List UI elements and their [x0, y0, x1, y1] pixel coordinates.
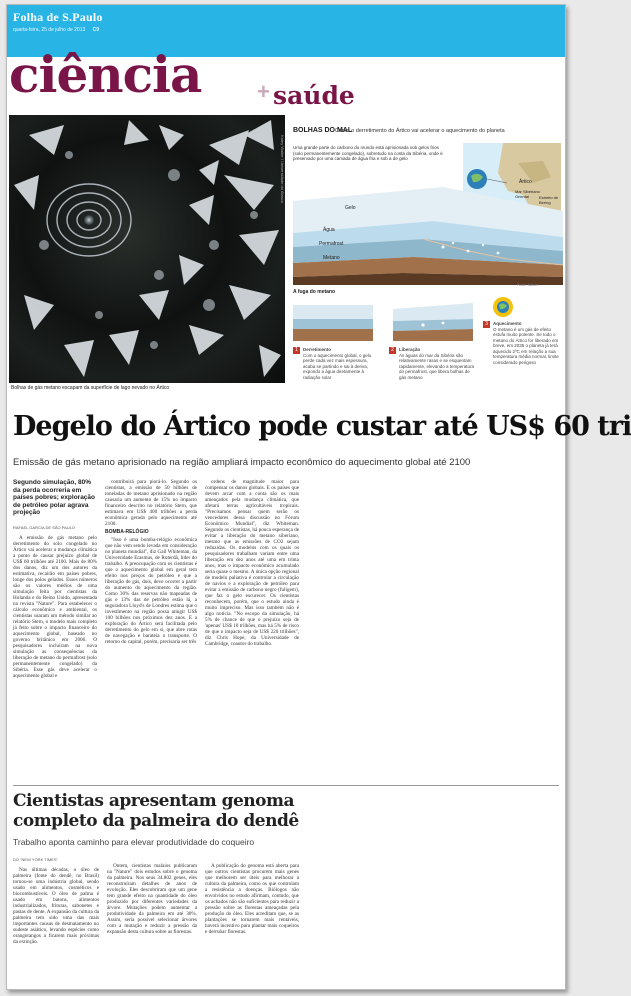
masthead: Folha de S.Paulo [13, 10, 103, 24]
article-column-1 [13, 535, 97, 781]
step-2-text [399, 347, 475, 380]
main-headline: Degelo do Ártico pode custar até US$ 60 tri [13, 411, 631, 442]
second-byline: DO "NEW YORK TIMES" [13, 857, 58, 862]
second-column-2-text: Ontem, cientistas malaios publicaram na "Nature" dois estudos sobre o genoma da palmeira. Nos seus 34.802 genes, eles reconstruíram detalhes de anos de evolução. Eles descobriram que um gene tem grande efeito na quantidade do óleo produzido por diferentes variedades da árvore. Mutações podem aumentar a produtividade da palmeira em até 30%. Assim, seria possível selecionar árvores com a mutação e reduzir a pressão da expansão desta cultura sobre as florestas. [107, 863, 197, 935]
infographic-source: Fonte: Nature [517, 283, 539, 287]
second-column-2 [107, 863, 197, 985]
step-2-number: 2 [389, 347, 396, 354]
label-artico: Ártico [519, 179, 532, 185]
stage-1-diagram [293, 305, 373, 341]
step-1-number: 1 [293, 347, 300, 354]
second-column-1-text: Nas últimas décadas, o óleo de palmeira (fonte do dendê, no Brasil) tornou-se uma indústria global, sendo usado em alimentos, cosméticos e biocombustíveis. O óleo de palma é usado em batons, alimentos industrializados, frituras, sabonetes e pastas de dente. A expansão da cultura da palmeira tem sido uma das mais importantes causas de desmatamento no sudeste asiático, levando espécies como orangotangos a ficarem mais próximas da extinção. [13, 867, 99, 945]
section-subtitle: saúde [273, 81, 355, 110]
page-code: C9 [92, 27, 100, 33]
main-deck: Emissão de gás metano aprisionado na região ampliará impacto econômico do aquecimento global até 2100 [13, 457, 471, 468]
label-fuga: A fuga do metano [293, 289, 336, 295]
article-column-1-text: A emissão de gás metano pelo derretimento do solo congelado no Ártico vai acelerar a mudança climática a ponto de causar prejuízo global de US$ 60 trilhões até 2100. Mais de 80% dos danos, diz um dos autores da estimativa, recairão em países pobres, longe dos polos gelados. Esses números são os valores médios de uma simulação feita por cientistas da Holanda e do Reino Unido, apresentada na revista "Nature". Para estabelecer o cálculo econômico e ambiental, os cientistas usaram um método similar ao relatório Stern, o modelo mais completo já feito sobre o impacto financeiro do aquecimento global, baseado no governo britânico em 2006. O pesquisadores incluíram na nova simulação as consequências da liberação de metano do permafrost (solo permanentemente congelado) da Sibéria. Esse gás deve acelerar o aquecimento global e [13, 535, 97, 679]
infographic-intro: Uma grande parte do carbono do mundo está aprisionada sob gelos frios (solo permanentemente congelado), sobretudo na costa da Sibéria, onde é preservado por uma camada de água fria e sob a de gelo [293, 145, 443, 161]
section-divider [13, 785, 559, 786]
methane-bubbles-photo [9, 115, 285, 383]
step-1-title: Derretimento [303, 347, 332, 352]
section-plus: + [257, 79, 270, 104]
article-column-3 [205, 479, 299, 781]
newspaper-page [6, 4, 631, 990]
seabed-cross-section [293, 181, 563, 285]
article-column-2b-text: "Isso é uma bomba-relógio econômica que não vem sendo levada em consideração no planeta mundial", diz Gail Whiteman, da Universidade Erasmus, de Roterdã, líder do trabalho. A preocupação com os cientistas é que o aquecimento global em geral tem efeito nos preços do petróleo e que a liberação de gás, dois, deve ocorrer a partir do aumento do aquecimento da região. Como 30% das reservas não mapeadas de gás e 13% das de petróleo estão lá, a seguradora Lloyd's de Londres estima que o investimento na região possa atingir US$ 100 bilhões nos próximos dez anos. E a exploração do Ártico será facilitada pelo derretimento do gelo em si, que abre rotas de navegação e barateia o transporte. O retorno do capital, porém, precisaria ser três [105, 537, 197, 645]
step-1-body: Com o aquecimento global, o gelo perde cada vez mais espessura, acaba se partindo e sai à deriva, expondo a água diretamente à radiação solar [303, 352, 372, 380]
photo-illustration [9, 115, 285, 383]
photo-caption: Bolhas de gás metano escapam da superfície de lago nevado no Ártico [11, 385, 170, 391]
step-3-number: 3 [483, 321, 490, 328]
label-plataforma: Mar Siberiano Oriental [515, 189, 540, 199]
article-subhead: BOMBA-RELÓGIO [105, 529, 149, 535]
second-column-3 [205, 863, 299, 985]
label-agua: Água [323, 227, 335, 233]
label-estreito: Estreito de Bering [539, 195, 559, 205]
stage-2-diagram [393, 303, 473, 341]
step-1-text [303, 347, 375, 380]
label-permafrost: Permafrost [319, 241, 344, 247]
article-highlight: Segundo simulação, 80% da perda ocorreria em países pobres; exploração de petróleo polar agrava projeção [13, 479, 96, 516]
article-column-2-text: contribuirá para piorá-lo. Segundo os cientistas, a emissão de 50 bilhões de toneladas de metano aprisionado na região causaria um aumento de 15% no impacto financeiro descrito no relatório Stern, que estimava em US$ 400 trilhões a perda econômica gerada pelo aquecimento até 2100. [105, 479, 197, 527]
step-3-body: O metano é um gás de efeito estufa muito potente. Se todo o metano do Ártico for liberado em breve, em 2035 o planeta já terá aquecido 2ºC em relação a sua temperatura média normal, limite considerado perigoso [493, 326, 559, 365]
step-3-title: Aquecimento [493, 321, 522, 326]
article-column-2 [105, 479, 197, 781]
second-deck: Trabalho aponta caminho para elevar produtividade do coqueiro [13, 837, 255, 847]
step-2-title: Liberação [399, 347, 421, 352]
second-column-1 [13, 867, 99, 985]
section-title: ciência [9, 45, 202, 104]
infographic [293, 121, 563, 389]
methane-escape-diagram [293, 299, 493, 343]
photo-credit: Katey Walter / Universidade do Alasca [280, 135, 285, 203]
step-2-body: As águas do mar da Sibéria são relativamente rasas e se esquentam rapidamente, elevando a temperatura do permafrost, que libera bolhas de gás metano [399, 352, 475, 380]
second-column-3-text: A publicação do genoma está aberta para que outros cientistas procurem mais genes que melhorem ser úteis para melhorar a cultura da palmeira, como os que controlam a resistência a doenças. Biólogos não envolvidos no estudo afirmam, contudo, que os achados não são suficientes para reduzir a pressão sobre as florestas ameaçadas pela produção do óleo. Eles acreditam que, se as plantações se tornarem mais rentáveis, haverá incentivo para plantar mais coqueiros e derrubar florestas. [205, 863, 299, 935]
dateline [13, 27, 99, 33]
globe-sun-diagram [489, 293, 529, 323]
article-byline: RAFAEL GARCIA DE SÃO PAULO [13, 525, 76, 530]
infographic-title: BOLHAS DO MAL [293, 127, 353, 134]
second-headline: Cientistas apresentam genoma completo da palmeira do dendê [13, 791, 299, 831]
label-gelo: Gelo [345, 205, 356, 211]
step-3-text [493, 321, 561, 365]
infographic-subtitle: Como o derretimento do Ártico vai acelerar o aquecimento do planeta [335, 128, 505, 134]
dateline-text: quarta-feira, 25 de julho de 2013 [13, 27, 86, 33]
article-column-3-text: ordens de magnitude maior para compensar os danos globais. E os países que devem arcar com a conta são os mais ameaçados pela mudança climática, que afetará terras agricultáveis tropicais. "Precisamos pensar quem serão os vencedores dessa discussão no Fórum Econômico Mundial", diz Whiteman. Segundo os cientistas, há pouca esperança de evitar a liberação do metano siberiano, mesmo que as emissões de CO2 sejam reduzidas. Os modelos com os quais os pesquisadores trabalham variam entre uma liberação em dez anos até uma em trinta anos, mas o impacto econômico acumulado seria quase o mesmo. A única opção regional de modelo paliativa é controlar a circulação de navios e a exploração de petróleo para evitar a emissão de carbono negro (fuligem), que faz o gelo escurecer. Os cientistas reconhecem, porém, que o estudo ainda é muito impreciso. Mas isso também não é algo notícia. "No escopo da simulação, há 5% de chance de que o prejuízo seja de 'apenas' US$ 10 trilhões, mas há 5% de risco de que o impacto seja de US$ 220 trilhões", diz Chris Hope, da Universidade de Cambridge, coautor do trabalho. [205, 479, 299, 647]
label-metano: Metano [323, 255, 340, 261]
